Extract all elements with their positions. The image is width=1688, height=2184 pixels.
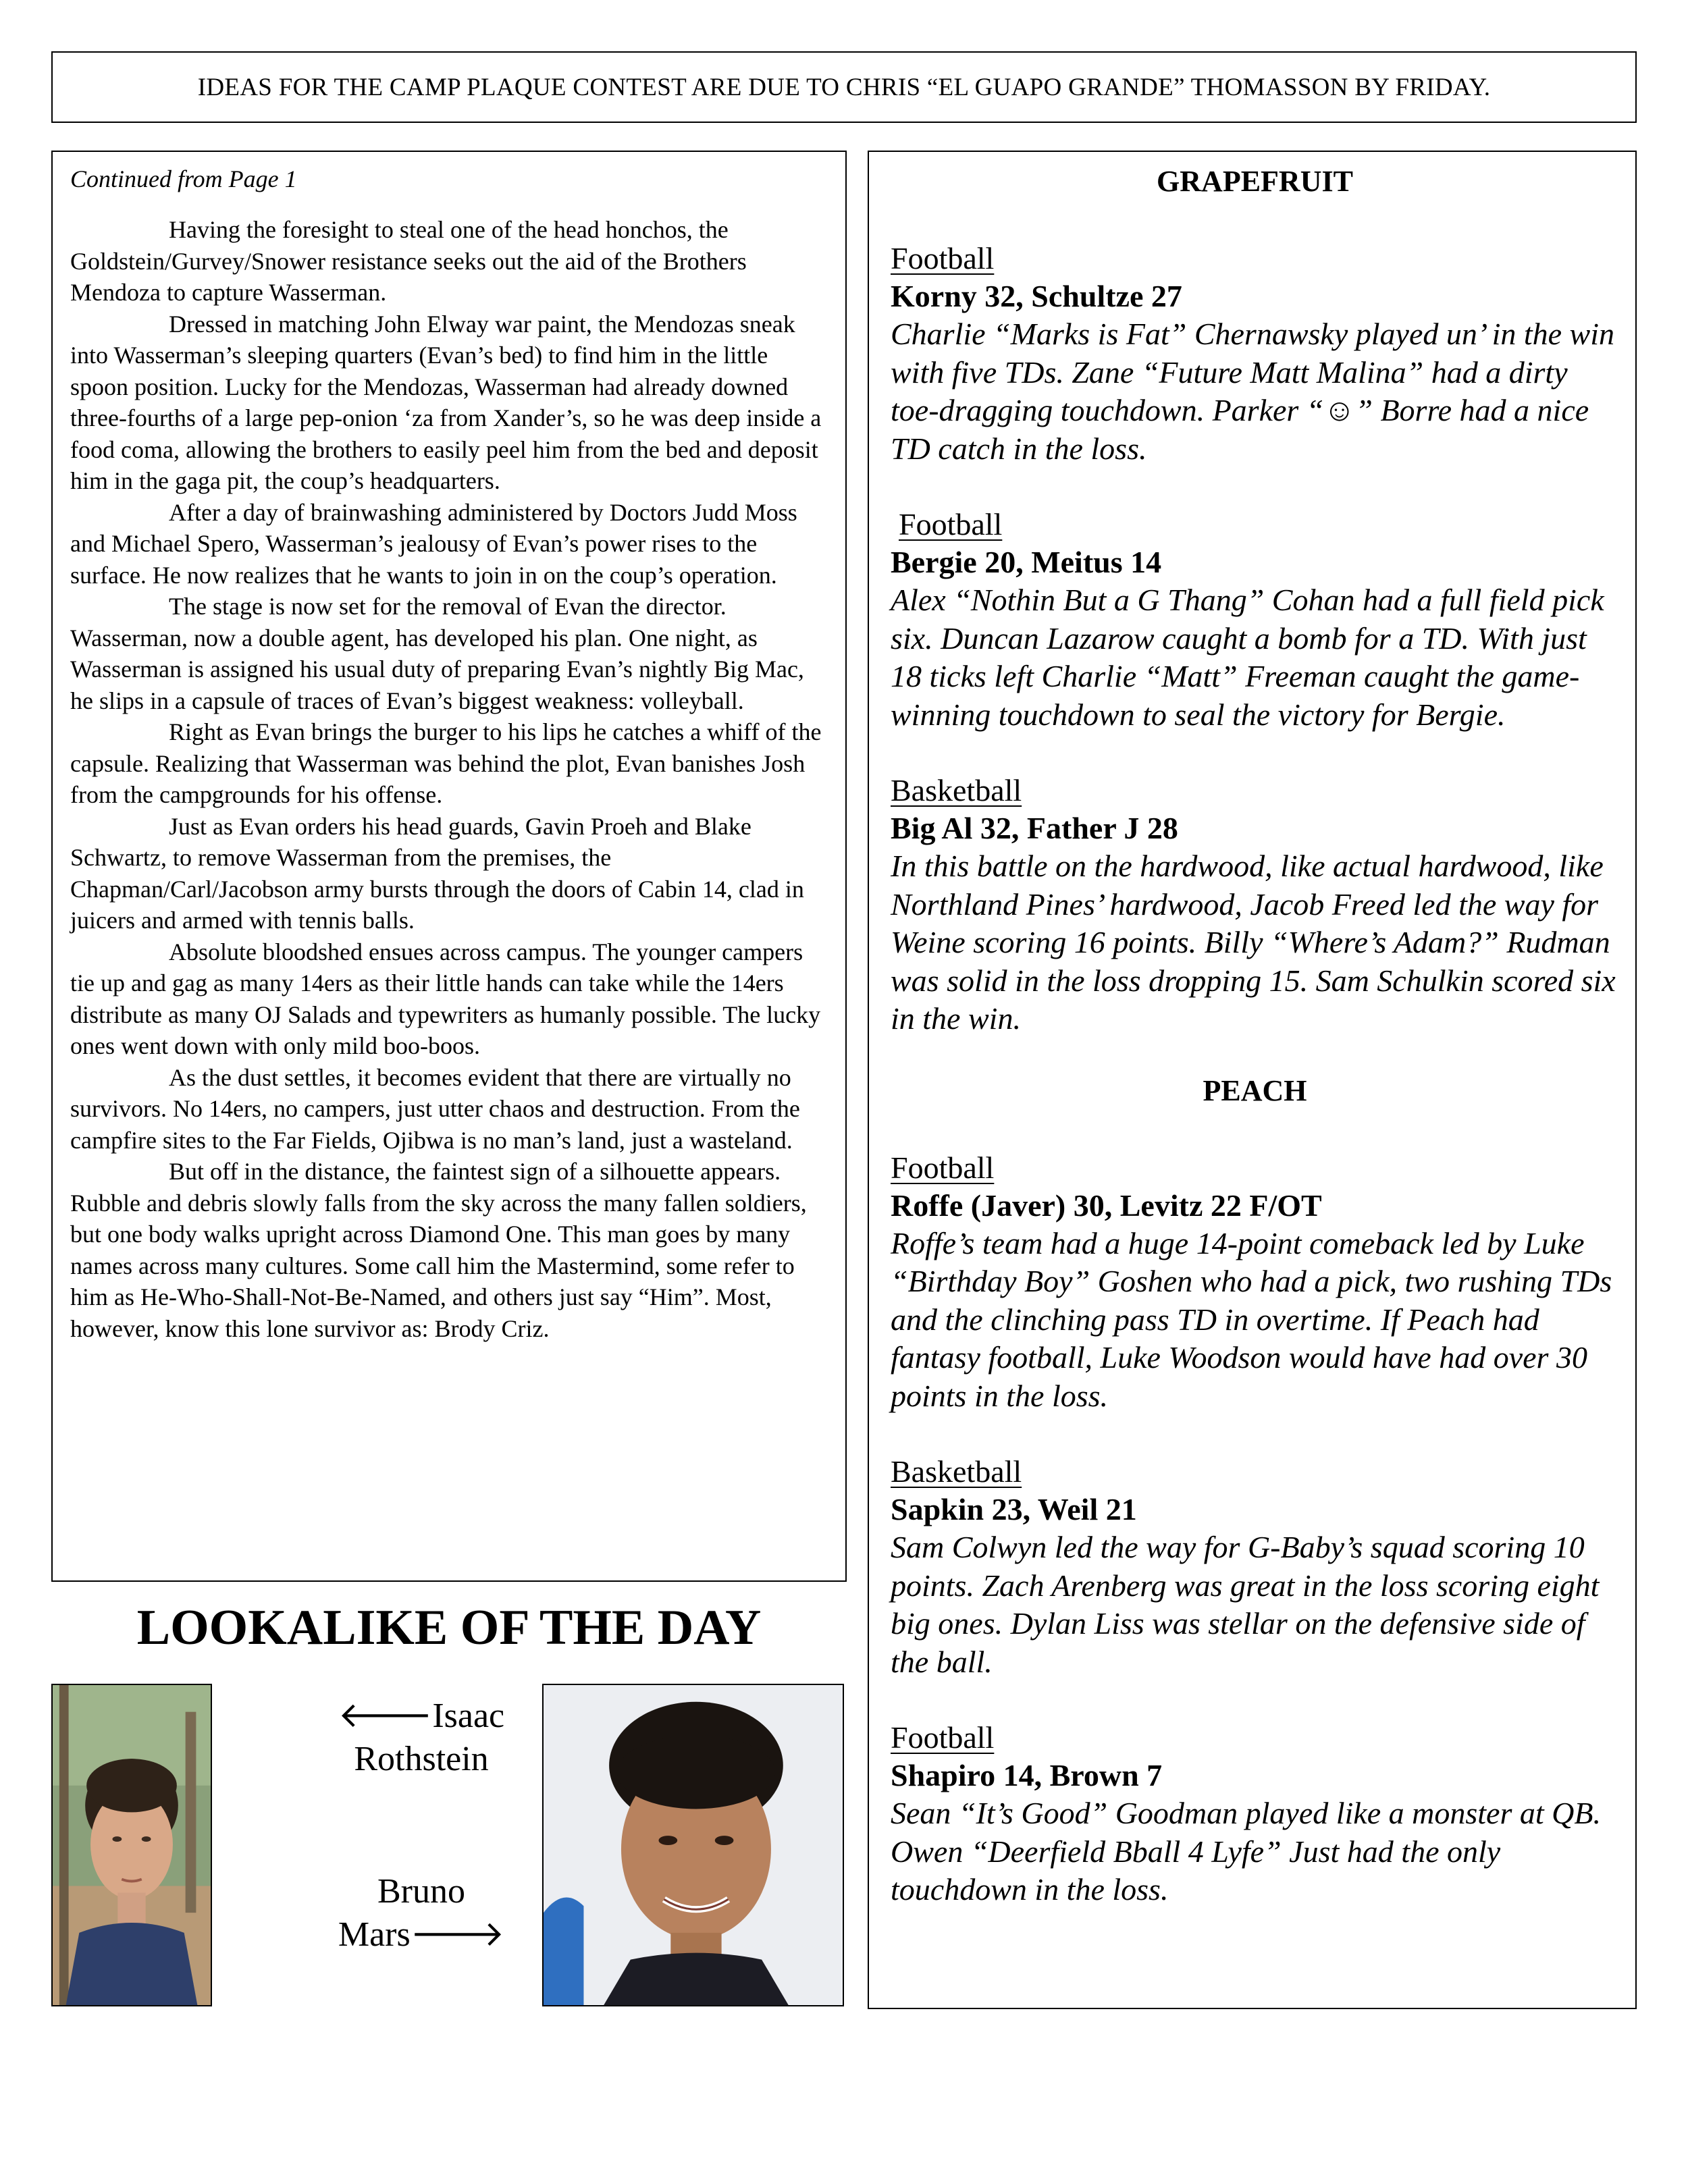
story-paragraph: Having the foresight to steal one of the head honchos, the Goldstein/Gurvey/Snower resistance seeks out the aid of the Brothers Mendoza to capture Wasserman. [70,216,747,306]
story-paragraph: The stage is now set for the removal of Evan the director. Wasserman, now a double agent, has developed his plan. One night, as Wasserman is assigned his usual duty of preparing Evan’s nightly Big Mac, he slips in a capsule of traces of Evan’s biggest weakness: volleyball. [70,593,804,714]
game-result [891,772,1619,1038]
lookalike-title: LOOKALIKE OF THE DAY [136,1600,762,1655]
game-result [891,1453,1619,1681]
isaac-last-name: Rothstein [354,1740,489,1778]
left-arrow-icon: 🡐 [338,1697,433,1735]
game-result [891,240,1619,468]
story-paragraph: Right as Evan brings the burger to his lips he catches a whiff of the capsule. Realizing that Wasserman was behind the plot, Evan banishes Josh from the campgrounds for his offense. [70,718,822,808]
game-score: Sapkin 23, Weil 21 [891,1492,1137,1526]
bruno-mars-photo [542,1684,844,2006]
sport-label: Football [891,1720,995,1755]
story-paragraph: After a day of brainwashing administered by Doctors Judd Moss and Michael Spero, Wasserman’s jealousy of Evan’s power rises to the surface. He now realizes that he wants to join in on the coup’s operation. [70,498,797,589]
game-recap: Charlie “Marks is Fat” Chernawsky played un’ in the win with five TDs. Zane “Future Matt Malina” had a dirty toe-dragging touchdown. Parker “☺” Borre had a nice TD catch in the loss. [891,317,1615,466]
game-result [891,506,1619,734]
peach-title: PEACH [1203,1073,1307,1107]
grapefruit-title: GRAPEFRUIT [1157,165,1353,198]
sport-label: Football [891,241,995,275]
sport-label: Basketball [891,773,1022,807]
right-arrow-icon: 🡒 [410,1915,505,1954]
game-score: Bergie 20, Meitus 14 [891,545,1162,579]
game-recap: Sean “It’s Good” Goodman played like a monster at QB. Owen “Deerfield Bball 4 Lyfe” Just had the only touchdown in the loss. [891,1796,1601,1907]
game-recap: Alex “Nothin But a G Thang” Cohan had a full field pick six. Duncan Lazarow caught a bomb for a TD. With just 18 ticks left Charlie “Matt” Freeman caught the game-winning touchdown to seal the victory for Bergie. [891,583,1604,732]
story-paragraph: Absolute bloodshed ensues across campus. The younger campers tie up and gag as many 14ers as their little hands can take while the 14ers distribute as many OJ Salads and typewriters as humanly possible. The lucky ones went down with only mild boo-boos. [70,938,821,1059]
game-score: Big Al 32, Father J 28 [891,811,1178,845]
game-score: Korny 32, Schultze 27 [891,279,1182,313]
story-paragraph: As the dust settles, it becomes evident that there are virtually no survivors. No 14ers, no campers, just utter chaos and destruction. From the campfire sites to the Far Fields, Ojibwa is no man’s land, just a wasteland. [70,1063,800,1154]
story-paragraph: Dressed in matching John Elway war paint, the Mendozas sneak into Wasserman’s sleeping quarters (Evan’s bed) to find him in the little spoon position. Lucky for the Mendozas, Wasserman had already downed three-fourths of a large pep-onion ‘za from Xander’s, so he was deep inside a food coma, allowing the brothers to easily peel him from the bed and deposit him in the gaga pit, the coup’s headquarters. [70,310,822,494]
isaac-rothstein-photo [51,1684,212,2006]
game-score: Roffe (Javer) 30, Levitz 22 F/OT [891,1188,1322,1223]
announcement-text: IDEAS FOR THE CAMP PLAQUE CONTEST ARE DUE TO CHRIS “EL GUAPO GRANDE” THOMASSON BY FRIDAY. [197,73,1491,101]
continued-story [51,151,847,1582]
game-score: Shapiro 14, Brown 7 [891,1758,1163,1792]
isaac-caption-line [321,1695,521,1738]
sports-results [868,151,1637,2009]
game-recap: Sam Colwyn led the way for G-Baby’s squad scoring 10 points. Zach Arenberg was great in the loss scoring eight big ones. Dylan Liss was stellar on the defensive side of the ball. [891,1530,1600,1679]
game-result [891,1719,1619,1909]
game-recap: In this battle on the hardwood, like actual hardwood, like Northland Pines’ hardwood, Jacob Freed led the way for Weine scoring 16 points. Billy “Where’s Adam?” Rudman was solid in the loss dropping 15. Sam Schulkin scored six in the win. [891,849,1616,1036]
bruno-caption-line [321,1913,521,1956]
bruno-first-name: Bruno [377,1872,465,1911]
bruno-last-name: Mars [338,1915,411,1954]
isaac-first-name: Isaac [432,1697,505,1735]
announcement-banner [51,51,1637,123]
sport-label: Football [891,1150,995,1185]
continued-note: Continued from Page 1 [70,165,297,192]
sport-label: Football [899,507,1003,541]
right-caption [321,1870,521,1956]
sport-label: Basketball [891,1454,1022,1489]
game-recap: Roffe’s team had a huge 14-point comeback led by Luke “Birthday Boy” Goshen who had a pick, two rushing TDs and the clinching pass TD in overtime. If Peach had fantasy football, Luke Woodson would have had over 30 points in the loss. [891,1225,1612,1413]
story-paragraph: But off in the distance, the faintest sign of a silhouette appears. Rubble and debris slowly falls from the sky across the many fallen soldiers, but one body walks upright across Diamond One. This man goes by many names across many cultures. Some call him the Mastermind, some refer to him as He-Who-Shall-Not-Be-Named, and others just say “Him”. Most, however, know this lone survivor as: Brody Criz. [70,1158,807,1342]
left-caption [321,1695,521,1781]
game-result [891,1149,1619,1416]
story-paragraph: Just as Evan orders his head guards, Gavin Proeh and Blake Schwartz, to remove Wasserman from the premises, the Chapman/Carl/Jacobson army bursts through the doors of Cabin 14, clad in juicers and armed with tennis balls. [70,812,804,934]
